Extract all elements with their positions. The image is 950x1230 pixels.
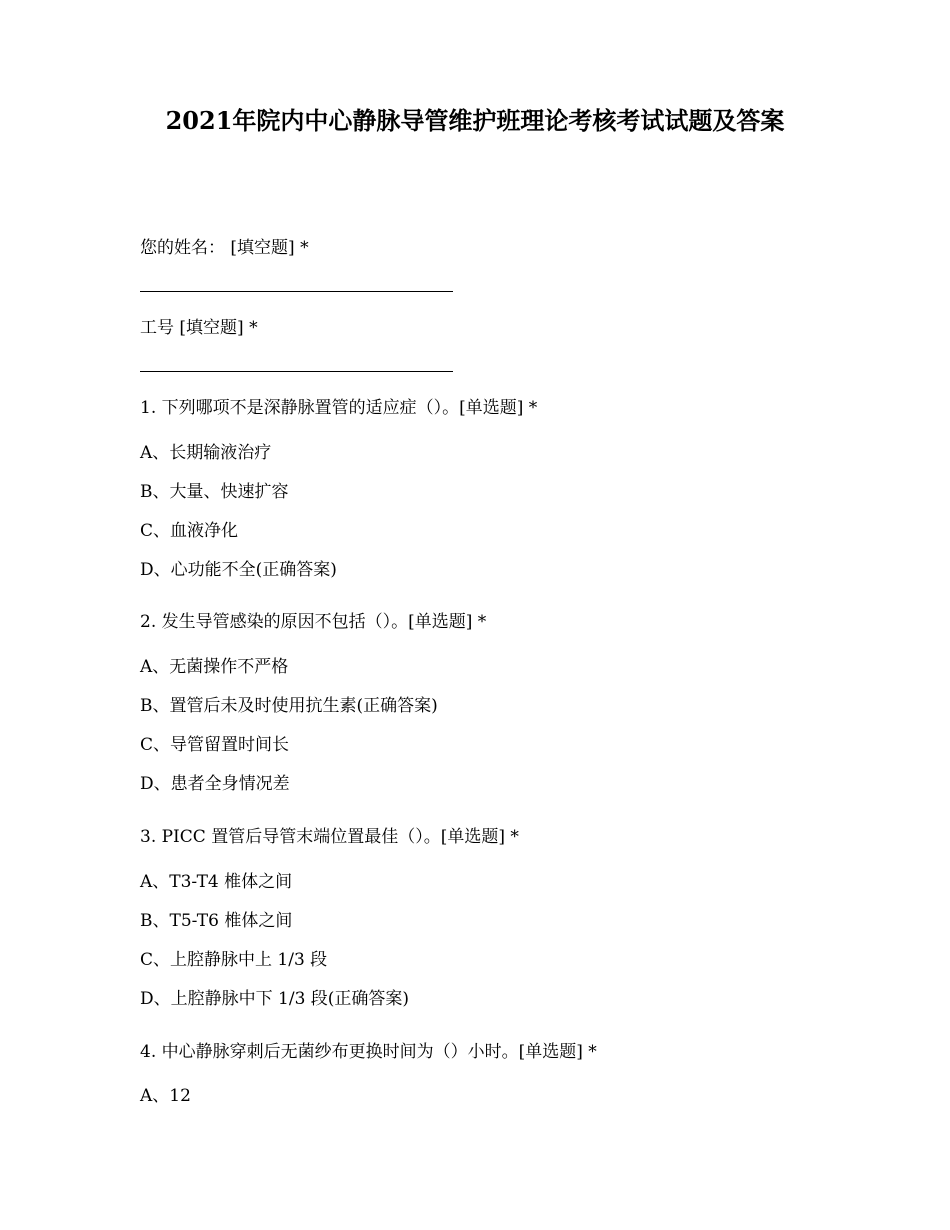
name-field-label: 您的姓名： [填空题] * [140, 238, 309, 258]
question-2-option-b[interactable]: B、置管后未及时使用抗生素(正确答案) [140, 696, 438, 716]
question-2-option-a[interactable]: A、无菌操作不严格 [140, 657, 289, 677]
question-1-option-c[interactable]: C、血液净化 [140, 521, 239, 541]
question-1-option-a[interactable]: A、长期输液治疗 [140, 443, 272, 463]
question-3-option-c[interactable]: C、上腔静脉中上 1/3 段 [140, 950, 328, 970]
question-1-prompt: 1. 下列哪项不是深静脉置管的适应症（）。[单选题] * [140, 398, 538, 418]
question-3-option-b[interactable]: B、T5-T6 椎体之间 [140, 911, 293, 931]
employee-id-field-label: 工号 [填空题] * [140, 318, 258, 338]
question-1-option-b[interactable]: B、大量、快速扩容 [140, 482, 289, 502]
employee-id-field-blank[interactable] [140, 371, 453, 372]
question-3-prompt: 3. PICC 置管后导管末端位置最佳（）。[单选题] * [140, 827, 519, 847]
question-4-prompt: 4. 中心静脉穿刺后无菌纱布更换时间为（）小时。[单选题] * [140, 1042, 597, 1062]
question-3-option-a[interactable]: A、T3-T4 椎体之间 [140, 872, 293, 892]
name-field-blank[interactable] [140, 291, 453, 292]
document-title: 2021年院内中心静脉导管维护班理论考核考试试题及答案 [165, 106, 785, 135]
question-3-option-d[interactable]: D、上腔静脉中下 1/3 段(正确答案) [140, 989, 410, 1009]
question-2-prompt: 2. 发生导管感染的原因不包括（）。[单选题] * [140, 612, 487, 632]
question-4-option-a[interactable]: A、12 [140, 1086, 191, 1106]
question-2-option-d[interactable]: D、患者全身情况差 [140, 774, 290, 794]
question-1-option-d[interactable]: D、心功能不全(正确答案) [140, 560, 337, 580]
question-2-option-c[interactable]: C、导管留置时间长 [140, 735, 290, 755]
